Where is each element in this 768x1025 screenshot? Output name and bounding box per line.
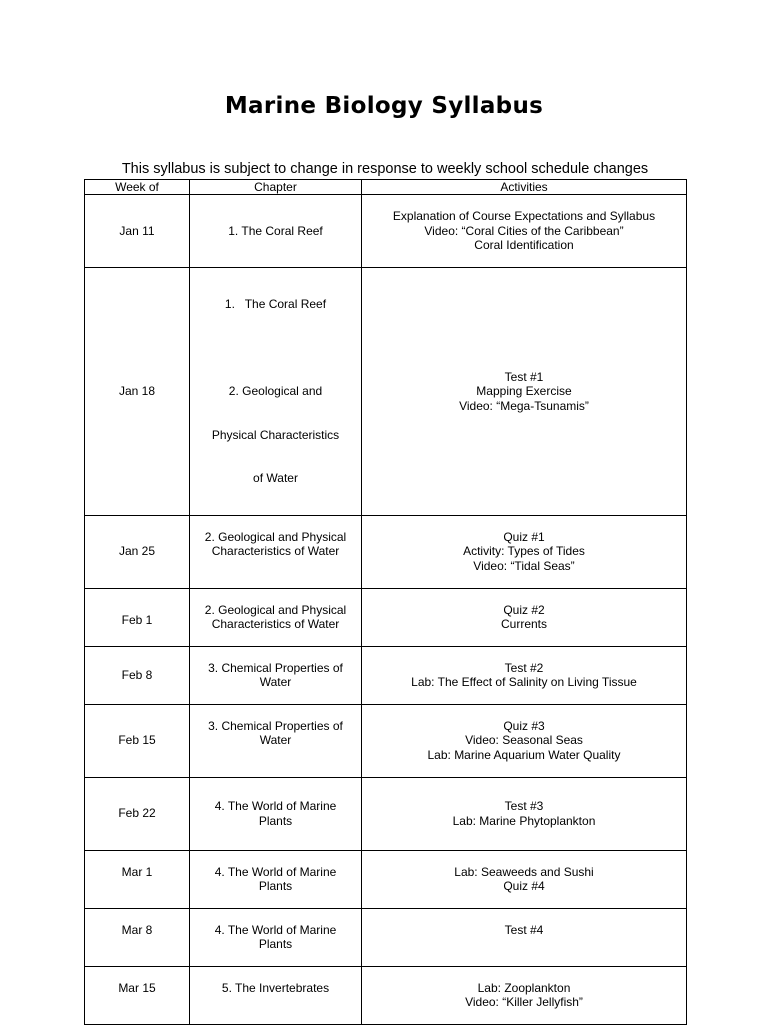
chapter-line: 2. Geological and [228,384,323,398]
activities-cell [362,195,687,268]
column-header-activities: Activities [362,180,687,195]
chapter-line: Characteristics of Water [211,544,340,559]
week-cell: Jan 11 [85,195,190,268]
chapter-cell [190,908,362,966]
activity-line: Test #2 [504,660,544,675]
activity-line: Video: Seasonal Seas [465,733,583,748]
chapter-line: 1. The Coral Reef [228,223,323,238]
week-cell: Jan 25 [85,515,190,588]
chapter-line: Water [259,675,292,689]
activity-line: Video: “Tidal Seas” [473,558,575,573]
chapter-line: Plants [258,937,293,951]
column-header-chapter: Chapter [190,180,362,195]
week-cell: Feb 22 [85,777,190,850]
activities-cell [362,588,687,646]
table-row [85,646,687,704]
chapter-spacer [194,341,357,356]
chapter-line: 1. The Coral Reef [224,297,327,311]
chapter-line: Characteristics of Water [211,617,340,631]
activity-line: Currents [500,617,547,631]
activity-line: Test #3 [504,799,544,813]
chapter-line: of Water [253,471,298,485]
chapter-cell [190,195,362,268]
chapter-cell [190,646,362,704]
week-cell: Feb 15 [85,704,190,777]
activities-cell [362,268,687,516]
activity-line: Test #1 [504,369,544,384]
activity-line: Lab: Seaweeds and Sushi [454,864,594,879]
chapter-cell [190,588,362,646]
chapter-line: Plants [258,879,293,893]
syllabus-table [84,179,687,1025]
table-row [85,515,687,588]
week-cell: Mar 8 [85,908,190,966]
activity-line: Test #4 [504,922,544,937]
chapter-cell [190,515,362,588]
week-cell: Feb 8 [85,646,190,704]
chapter-line: Water [259,733,292,748]
activity-line: Mapping Exercise [476,384,572,398]
activity-line: Lab: Marine Phytoplankton [452,813,596,828]
activities-cell [362,515,687,588]
chapter-cell [190,268,362,516]
table-header-row [85,180,687,195]
activity-line: Video: “Coral Cities of the Caribbean” [424,223,624,238]
table-row [85,704,687,777]
activity-line: Quiz #2 [503,602,545,617]
table-row [85,588,687,646]
activities-cell [362,777,687,850]
chapter-cell [190,966,362,1024]
table-row [85,966,687,1024]
activities-cell [362,646,687,704]
activity-line: Lab: Zooplankton [477,980,571,995]
syllabus-disclaimer: This syllabus is subject to change in response to weekly school schedule changes [121,161,649,177]
table-row [85,195,687,268]
activity-line: Quiz #1 [503,529,545,544]
week-cell: Mar 15 [85,966,190,1024]
chapter-line: 4. The World of Marine [214,864,337,879]
chapter-line: 4. The World of Marine [214,922,337,937]
page-title: Marine Biology Syllabus [224,93,544,119]
activities-cell [362,850,687,908]
chapter-line: 2. Geological and Physical [204,529,347,544]
chapter-line: Physical Characteristics [211,427,340,442]
chapter-cell [190,777,362,850]
activities-cell [362,966,687,1024]
column-header-week: Week of [85,180,190,195]
chapter-spacer [194,748,357,763]
table-row [85,777,687,850]
chapter-line: 5. The Invertebrates [221,980,330,995]
table-row [85,908,687,966]
chapter-spacer [194,559,357,574]
week-cell: Jan 18 [85,268,190,516]
week-cell: Mar 1 [85,850,190,908]
activity-line: Video: “Killer Jellyfish” [465,995,583,1009]
week-cell: Feb 1 [85,588,190,646]
activity-line: Lab: The Effect of Salinity on Living Tissue [411,675,637,689]
activity-line: Lab: Marine Aquarium Water Quality [427,747,621,762]
chapter-cell [190,850,362,908]
activity-line: Quiz #3 [503,718,545,733]
activity-line: Explanation of Course Expectations and Syllabus [392,209,656,224]
table-row [85,268,687,516]
activity-line: Video: “Mega-Tsunamis” [459,398,589,413]
activities-cell [362,704,687,777]
chapter-line: 3. Chemical Properties of [208,718,343,733]
activity-line: Quiz #4 [503,879,545,893]
chapter-line: 4. The World of Marine [214,799,337,813]
chapter-line: 2. Geological and Physical [204,602,347,617]
chapter-line: Plants [258,813,293,828]
activity-line: Activity: Types of Tides [463,544,585,559]
activity-line: Coral Identification [474,238,574,253]
activities-cell [362,908,687,966]
table-row [85,850,687,908]
chapter-line: 3. Chemical Properties of [208,660,343,675]
chapter-cell [190,704,362,777]
